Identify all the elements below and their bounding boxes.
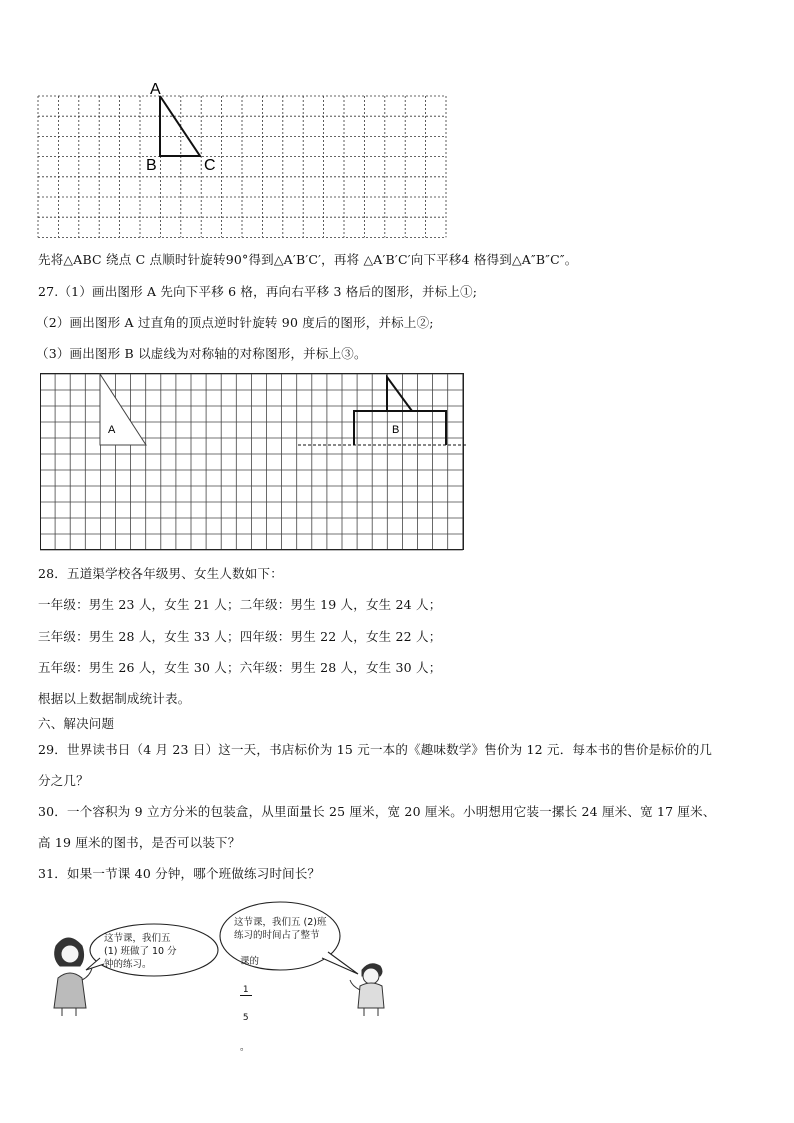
girl-figure (54, 938, 92, 1016)
q28-line3: 三年级：男生 28 人，女生 33 人；四年级：男生 22 人，女生 22 人； (38, 629, 442, 644)
boy-bubble-line3 (234, 942, 259, 1054)
grid-shapes-ab (40, 373, 466, 551)
q27-line1: 27.（1）画出图形 A 先向下平移 6 格，再向右平移 3 格后的图形，并标上①; (38, 284, 478, 299)
triangle-abc (160, 96, 200, 156)
grid-triangle-abc (36, 80, 456, 240)
boy-bubble-line2: 练习的时间占了整节 (234, 930, 320, 941)
dashed-grid (38, 96, 446, 237)
q29-line2: 分之几？ (38, 773, 89, 788)
boy-bubble-line1: 这节课，我们五 (2)班 (234, 917, 327, 928)
boy-bubble-end: 。 (240, 1042, 250, 1053)
q26-text: 先将△ABC 绕点 C 点顺时针旋转90°得到△A′B′C′，再将 △A′B′C′向下平移4 格得到△A″B″C″。 (38, 252, 578, 267)
q28-line5: 根据以上数据制成统计表。 (38, 691, 191, 706)
fraction-denominator: 5 (242, 1013, 249, 1023)
q30-line1: 30．一个容积为 9 立方分米的包装盒，从里面量长 25 厘米，宽 20 厘米。小明想用它装一摞长 24 厘米、宽 17 厘米、 (38, 804, 716, 819)
q28-line2: 一年级：男生 23 人，女生 21 人；二年级：男生 19 人，女生 24 人； (38, 597, 442, 612)
q29-line1: 29．世界读书日（4 月 23 日）这一天，书店标价为 15 元一本的《趣味数学》售价为 12 元．每本书的售价是标价的几 (38, 742, 713, 757)
shape-a-label: A (108, 424, 116, 436)
q28-line4: 五年级：男生 26 人，女生 30 人；六年级：男生 28 人，女生 30 人； (38, 660, 442, 675)
label-a: A (150, 81, 161, 98)
q31-line1: 31．如果一节课 40 分钟，哪个班做练习时间长？ (38, 866, 321, 881)
label-b: B (146, 157, 157, 174)
q28-line1: 28．五道渠学校各年级男、女生人数如下： (38, 566, 283, 581)
section-six-heading: 六、解决问题 (38, 716, 115, 731)
boy-bubble-prefix: 课的 (240, 956, 260, 967)
q27-line2: （2）画出图形 A 过直角的顶点逆时针旋转 90 度后的图形，并标上②; (36, 315, 434, 330)
fraction (240, 968, 251, 1041)
fraction-numerator: 1 (240, 986, 251, 996)
shape-b-label: B (392, 424, 400, 436)
q30-line2: 高 19 厘米的图书，是否可以装下？ (38, 835, 241, 850)
girl-bubble-text: 这节课，我们五 (1) 班做了 10 分 钟的练习。 (104, 933, 177, 970)
shape-a (100, 374, 146, 445)
label-c: C (204, 157, 216, 174)
q27-line3: （3）画出图形 B 以虚线为对称轴的对称图形，并标上③。 (36, 346, 367, 361)
